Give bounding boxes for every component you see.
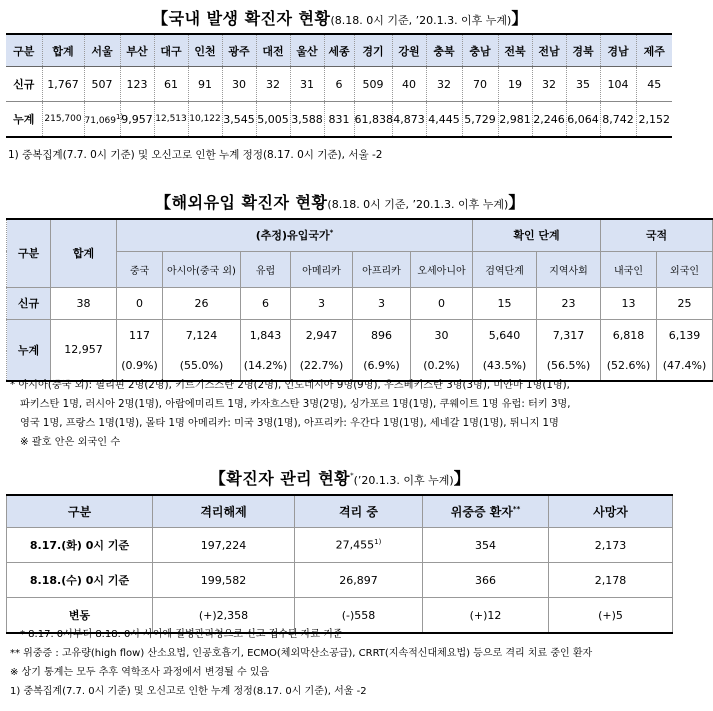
management-header-mark: ** (512, 505, 521, 513)
domestic-cell: 누계 (6, 102, 42, 138)
domestic-cell: 3,545 (222, 102, 256, 138)
management-title-mark: * (350, 471, 354, 480)
domestic-cell: 35 (566, 67, 600, 102)
overseas-pct-cell: (0.9%) (117, 351, 163, 381)
domestic-cell: 10,122 (188, 102, 222, 138)
domestic-cell: 104 (600, 67, 636, 102)
overseas-pct-cell: (0.2%) (411, 351, 473, 381)
domestic-cell: 32 (256, 67, 290, 102)
domestic-header-cell: 광주 (222, 34, 256, 67)
overseas-note-line: 파키스탄 1명, 러시아 2명(1명), 아랍에미리트 1명, 카자흐스탄 3명(2명), 싱가포르 1명(1명), 쿠웨이트 1명 유럽: 터키 3명, (20, 399, 571, 410)
management-cell: (+)5 (549, 598, 673, 634)
domestic-cell: 9,957 (120, 102, 154, 138)
overseas-cell: 25 (657, 287, 713, 319)
overseas-header-gubun: 구분 (7, 219, 51, 287)
overseas-cell: 26 (163, 287, 241, 319)
domestic-cell: 831 (324, 102, 354, 138)
domestic-cell: 507 (84, 67, 120, 102)
domestic-cell: 123 (120, 67, 154, 102)
overseas-header-origin-mark: * (329, 228, 334, 237)
overseas-subheader-cell: 아메리카 (291, 251, 353, 287)
overseas-cell: 3 (353, 287, 411, 319)
domestic-cell: 70 (462, 67, 498, 102)
domestic-cell: 91 (188, 67, 222, 102)
domestic-table (6, 33, 672, 138)
domestic-cell-value: 71,069 (84, 115, 116, 126)
management-row (7, 563, 673, 598)
overseas-cell: 7,124 (163, 319, 241, 351)
overseas-note-line: 영국 1명, 프랑스 1명(1명), 몰타 1명 아메리카: 미국 3명(1명), 아프리카: 우간다 1명(1명), 세네갈 1명(1명), 튀니지 1명 (20, 418, 559, 429)
overseas-notes (10, 376, 571, 452)
domestic-header-row (6, 34, 672, 67)
management-footnote-mark: 1) (374, 538, 382, 547)
domestic-cell: 61,838 (354, 102, 392, 138)
domestic-cell: 6,064 (566, 102, 600, 138)
domestic-header-cell: 경북 (566, 34, 600, 67)
domestic-cell: 2,152 (636, 102, 672, 138)
overseas-subheader-cell: 아시아(중국 외) (163, 251, 241, 287)
overseas-pct-cell: (14.2%) (241, 351, 291, 381)
management-note-line: ※ 상기 통계는 모두 추후 역학조사 과정에서 변경될 수 있음 (10, 667, 270, 678)
management-cell: 26,897 (295, 563, 423, 598)
domestic-cell: 12,513 (154, 102, 188, 138)
management-cell: 2,173 (549, 528, 673, 563)
domestic-header-cell: 합계 (42, 34, 84, 67)
overseas-pct-cell: (6.9%) (353, 351, 411, 381)
overseas-cum-label: 누계 (7, 319, 51, 381)
overseas-pct-cell: (43.5%) (473, 351, 537, 381)
overseas-subheader-cell: 중국 (117, 251, 163, 287)
overseas-new-row (7, 287, 713, 319)
management-note-line: * 8.17. 0시부터 8.18. 0시 사이에 질병관리청으로 신고·접수된 자료 기준 (20, 629, 343, 640)
management-note-line: 1) 중복집계(7.7. 0시 기준) 및 오신고로 인한 누계 정정(8.17. 0시 기준), 서울 -2 (10, 686, 367, 697)
management-row-label: 8.17.(화) 0시 기준 (7, 528, 153, 563)
management-table (6, 494, 673, 634)
management-header-cell (423, 495, 549, 528)
overseas-cell: 5,640 (473, 319, 537, 351)
domestic-header-cell: 세종 (324, 34, 354, 67)
management-header-cell: 격리해제 (153, 495, 295, 528)
domestic-cell: 5,729 (462, 102, 498, 138)
management-cell: (+)2,358 (153, 598, 295, 634)
overseas-subheader-cell: 지역사회 (537, 251, 601, 287)
overseas-cell: 2,947 (291, 319, 353, 351)
domestic-header-cell: 충남 (462, 34, 498, 67)
domestic-footnote-mark: 1) (116, 112, 124, 121)
overseas-cell: 6,139 (657, 319, 713, 351)
management-row (7, 528, 673, 563)
overseas-cell: 7,317 (537, 319, 601, 351)
domestic-title-main: 【국내 발생 확진자 현황 (152, 9, 331, 28)
overseas-title-main: 【해외유입 확진자 현황 (155, 193, 328, 212)
overseas-cell: 1,843 (241, 319, 291, 351)
domestic-cell: 5,005 (256, 102, 290, 138)
domestic-cell: 32 (426, 67, 462, 102)
overseas-table (6, 218, 713, 382)
management-cell: 199,582 (153, 563, 295, 598)
overseas-subheader-cell: 오세아니아 (411, 251, 473, 287)
overseas-header-total: 합계 (51, 219, 117, 287)
domestic-header-cell: 부산 (120, 34, 154, 67)
management-cell-value: 27,455 (335, 538, 375, 552)
overseas-cell: 15 (473, 287, 537, 319)
management-cell: 354 (423, 528, 549, 563)
overseas-title-close: 】 (508, 193, 525, 212)
management-header-label: 위중증 환자 (450, 505, 513, 519)
overseas-subheader-cell: 검역단계 (473, 251, 537, 287)
domestic-title-close: 】 (511, 9, 528, 28)
overseas-pct-cell: (55.0%) (163, 351, 241, 381)
overseas-pct-cell: (22.7%) (291, 351, 353, 381)
domestic-title-sub: (8.18. 0시 기준, ’20.1.3. 이후 누계) (330, 14, 512, 27)
domestic-cell: 4,445 (426, 102, 462, 138)
domestic-cell: 2,246 (532, 102, 566, 138)
management-title-close: 】 (453, 469, 471, 488)
domestic-footnote: 1) 중복집계(7.7. 0시 기준) 및 오신고로 인한 누계 정정(8.17. 0시 기준), 서울 -2 (8, 149, 383, 161)
management-cell (295, 528, 423, 563)
overseas-cell: 0 (117, 287, 163, 319)
domestic-cell: 40 (392, 67, 426, 102)
management-title-main: 【확진자 관리 현황 (209, 469, 351, 488)
overseas-subheader-cell: 유럽 (241, 251, 291, 287)
domestic-cell: 4,873 (392, 102, 426, 138)
domestic-cell: 2,981 (498, 102, 532, 138)
domestic-cell: 61 (154, 67, 188, 102)
overseas-title-sub: (8.18. 0시 기준, ’20.1.3. 이후 누계) (327, 198, 509, 211)
domestic-header-cell: 충북 (426, 34, 462, 67)
overseas-cell: 30 (411, 319, 473, 351)
domestic-header-cell: 대전 (256, 34, 290, 67)
domestic-header-cell: 경기 (354, 34, 392, 67)
overseas-cell: 23 (537, 287, 601, 319)
domestic-cell: 509 (354, 67, 392, 102)
management-cell: 197,224 (153, 528, 295, 563)
overseas-pct-cell: (52.6%) (601, 351, 657, 381)
domestic-cell: 3,588 (290, 102, 324, 138)
management-notes (10, 625, 592, 701)
domestic-header-cell: 전남 (532, 34, 566, 67)
management-cell: (+)12 (423, 598, 549, 634)
overseas-header-row (7, 219, 713, 251)
domestic-cell: 8,742 (600, 102, 636, 138)
domestic-cell: 45 (636, 67, 672, 102)
domestic-cell: 215,700 (42, 102, 84, 138)
domestic-header-cell: 울산 (290, 34, 324, 67)
domestic-header-cell: 구분 (6, 34, 42, 67)
overseas-cell: 6,818 (601, 319, 657, 351)
overseas-cell: 3 (291, 287, 353, 319)
domestic-header-cell: 인천 (188, 34, 222, 67)
overseas-header-origin (117, 219, 473, 251)
overseas-new-label: 신규 (7, 287, 51, 319)
domestic-cell: 6 (324, 67, 354, 102)
management-header-cell: 격리 중 (295, 495, 423, 528)
management-cell: (-)558 (295, 598, 423, 634)
overseas-cell: 6 (241, 287, 291, 319)
overseas-cell: 117 (117, 319, 163, 351)
overseas-header-stage: 확인 단계 (473, 219, 601, 251)
overseas-note-line: * 아시아(중국 외): 필리핀 2명(2명), 키르기스스탄 2명(2명), 인도네시아 9명(9명), 우즈베키스탄 3명(3명), 미얀마 1명(1명), (10, 380, 570, 391)
domestic-header-cell: 대구 (154, 34, 188, 67)
overseas-pct-cell: (47.4%) (657, 351, 713, 381)
overseas-pct-cell: (56.5%) (537, 351, 601, 381)
overseas-new-total: 38 (51, 287, 117, 319)
overseas-subheader-cell: 내국인 (601, 251, 657, 287)
domestic-cell: 19 (498, 67, 532, 102)
overseas-cum-total: 12,957 (51, 319, 117, 381)
overseas-cell: 896 (353, 319, 411, 351)
domestic-cell (84, 102, 124, 138)
management-cell: 2,178 (549, 563, 673, 598)
domestic-cell: 32 (532, 67, 566, 102)
overseas-cell: 13 (601, 287, 657, 319)
overseas-subheader-cell: 아프리카 (353, 251, 411, 287)
overseas-cum-row (7, 319, 713, 351)
management-header-cell: 구분 (7, 495, 153, 528)
domestic-cell: 신규 (6, 67, 42, 102)
domestic-header-cell: 강원 (392, 34, 426, 67)
overseas-header-nation: 국적 (601, 219, 713, 251)
domestic-header-cell: 서울 (84, 34, 120, 67)
overseas-header-origin-label: (추정)유입국가 (255, 229, 330, 243)
domestic-title (0, 6, 680, 29)
domestic-new-row (6, 67, 672, 102)
overseas-note-line: ※ 괄호 안은 외국인 수 (20, 437, 121, 448)
management-title-sub: (’20.1.3. 이후 누계) (353, 474, 454, 487)
overseas-cell: 0 (411, 287, 473, 319)
domestic-header-cell: 전북 (498, 34, 532, 67)
management-header-cell: 사망자 (549, 495, 673, 528)
overseas-title (0, 190, 680, 213)
management-row-label: 변동 (7, 598, 153, 634)
domestic-header-cell: 제주 (636, 34, 672, 67)
management-row-label: 8.18.(수) 0시 기준 (7, 563, 153, 598)
management-header-row (7, 495, 673, 528)
management-note-line: ** 위중증 : 고유량(high flow) 산소요법, 인공호흡기, ECMO(체외막산소공급), CRRT(지속적신대체요법) 등으로 격리 치료 중인 환자 (10, 648, 593, 659)
domestic-total-row (6, 102, 672, 138)
overseas-subheader-cell: 외국인 (657, 251, 713, 287)
domestic-cell: 1,767 (42, 67, 84, 102)
management-cell: 366 (423, 563, 549, 598)
domestic-cell: 30 (222, 67, 256, 102)
management-title (0, 466, 680, 489)
domestic-header-cell: 경남 (600, 34, 636, 67)
domestic-cell: 31 (290, 67, 324, 102)
